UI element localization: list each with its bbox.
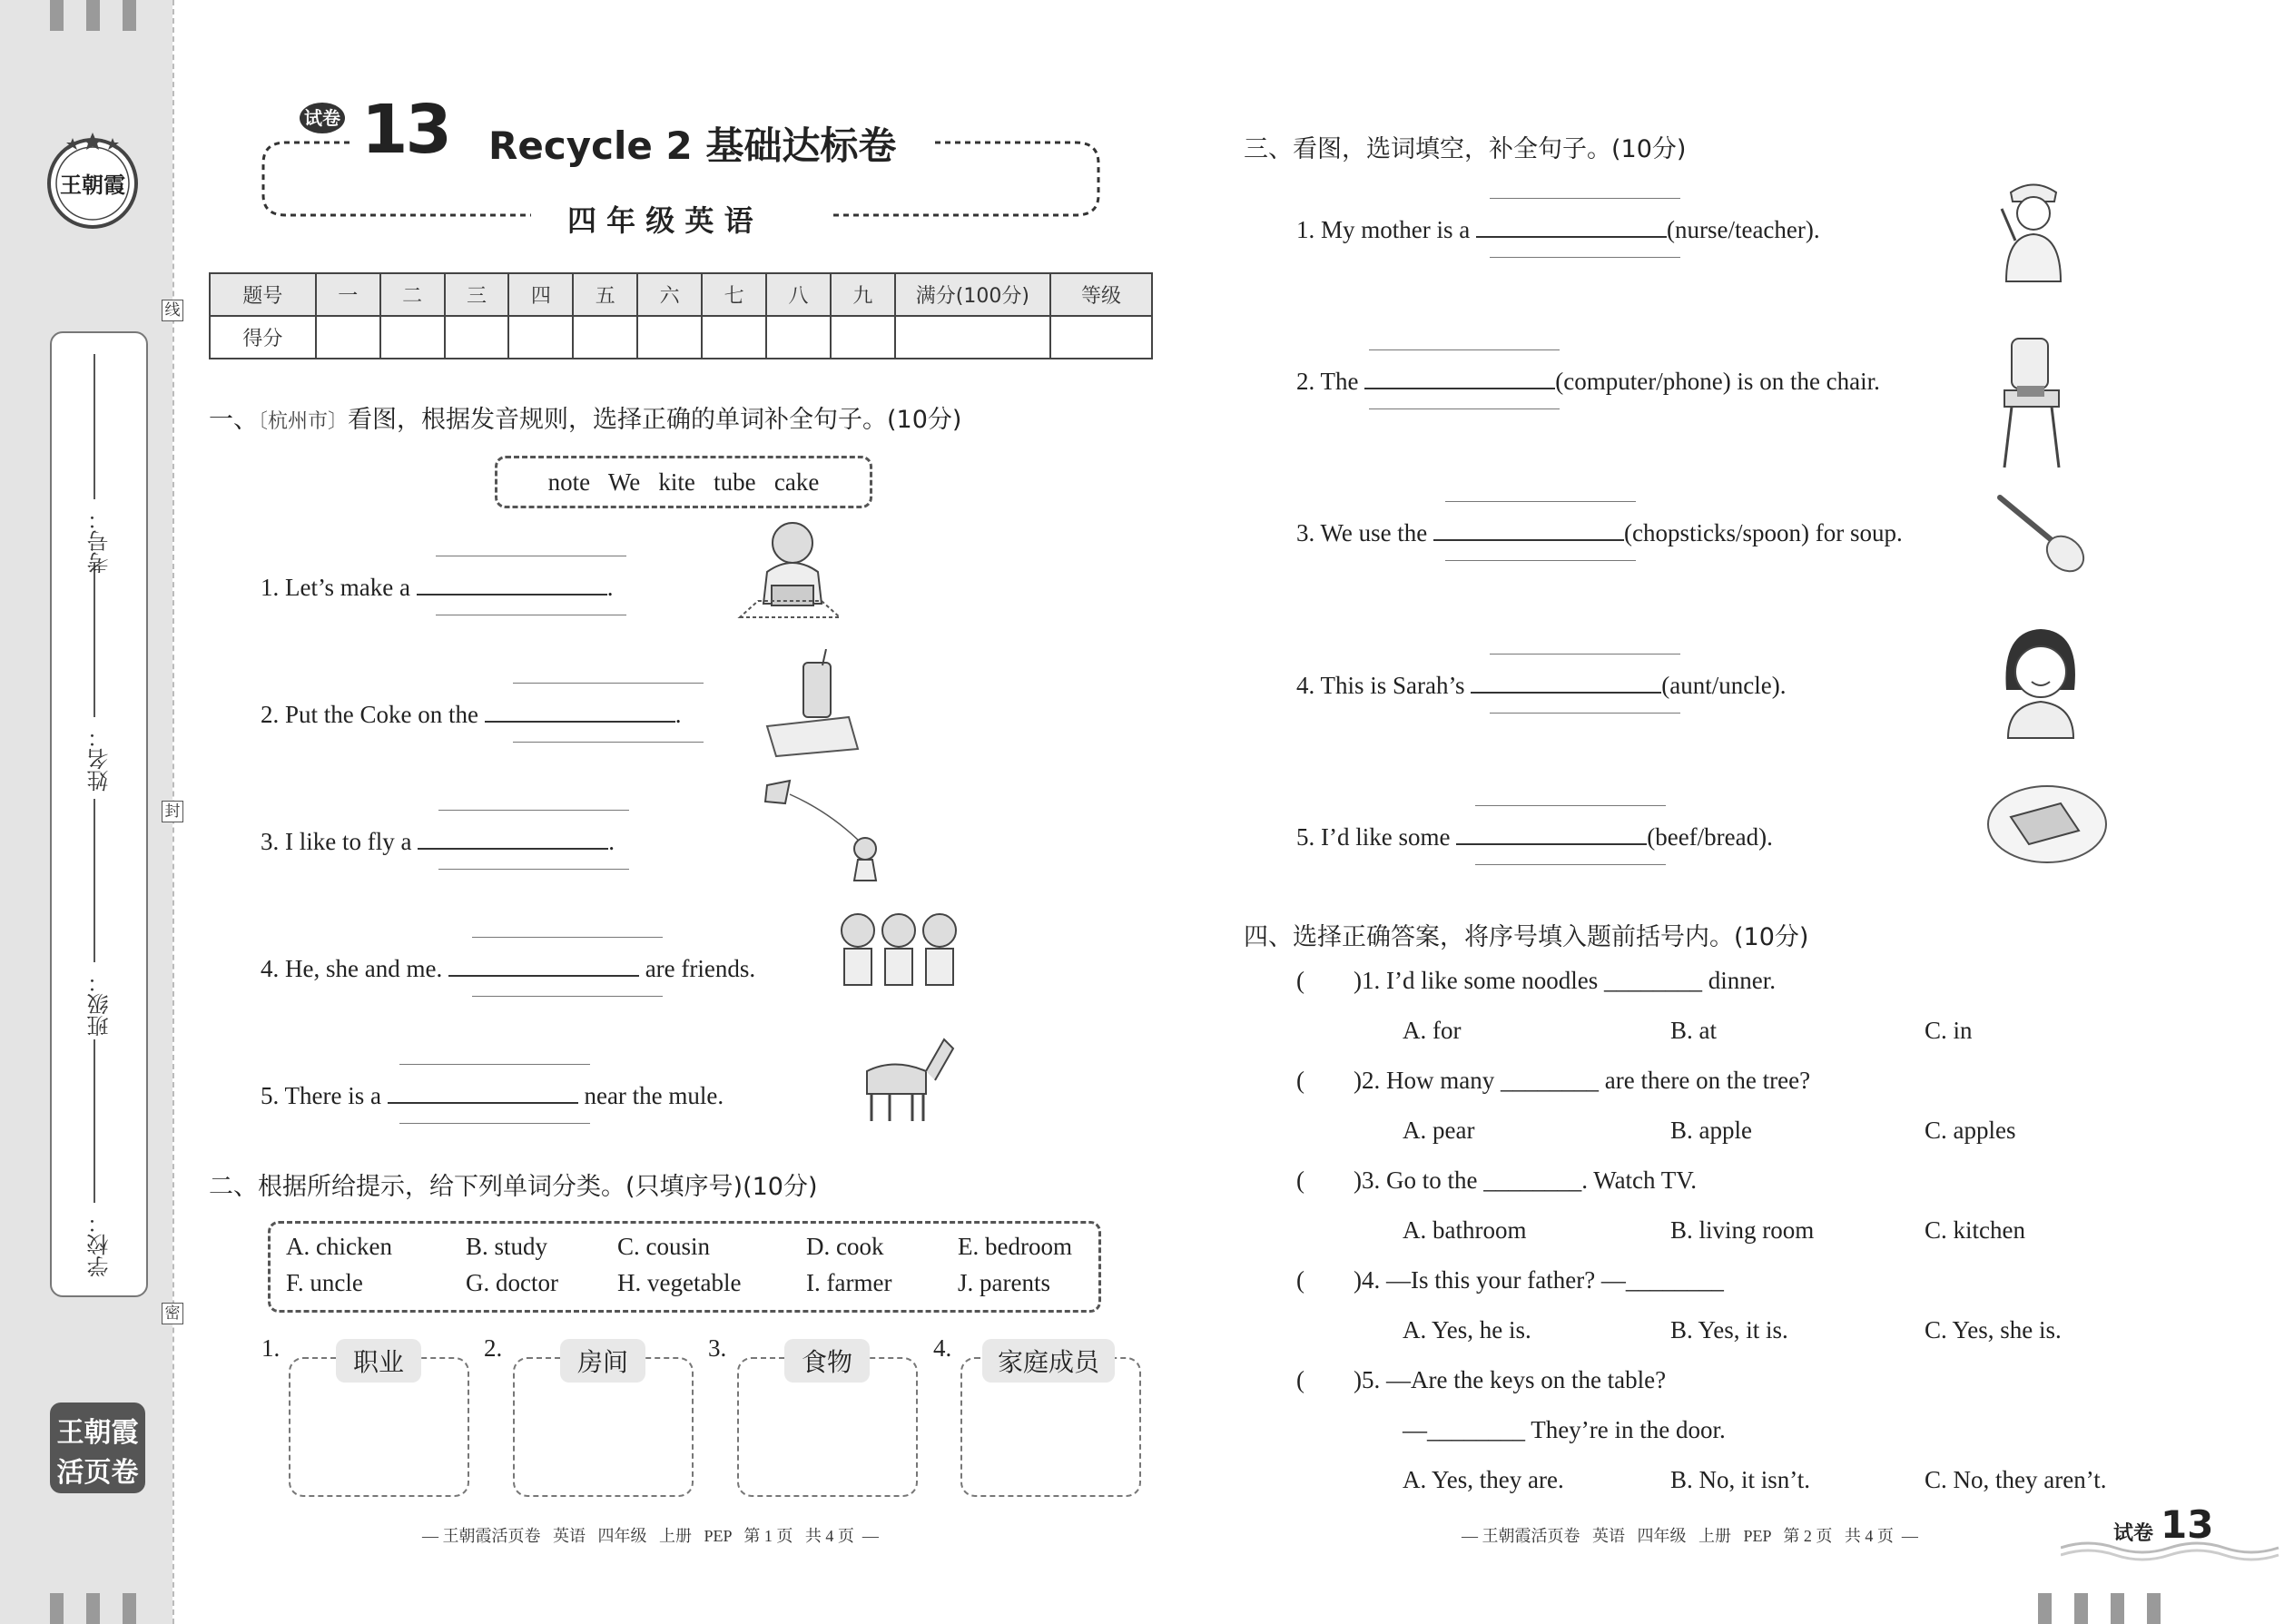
paper-title: Recycle 2 基础达标卷: [488, 123, 897, 168]
word-item: I. farmer: [806, 1269, 892, 1296]
girl-cake-illustration: [731, 517, 849, 622]
score-cell[interactable]: [316, 316, 380, 359]
answer-blank[interactable]: [1433, 539, 1624, 541]
guide-line: [472, 937, 663, 938]
class-field[interactable]: [94, 799, 95, 962]
score-cell[interactable]: [1050, 316, 1152, 359]
mc-option[interactable]: C. Yes, she is.: [1925, 1316, 2062, 1343]
guide-line: [438, 810, 629, 811]
category-num: 1.: [261, 1334, 281, 1362]
school-field[interactable]: [94, 1039, 95, 1203]
bind-char: 密: [162, 1303, 183, 1324]
binding-bar: [2074, 1593, 2088, 1624]
publisher-logo: [41, 127, 145, 231]
category-label: 职业: [336, 1339, 421, 1383]
paper-tag: 试卷: [300, 103, 345, 133]
mule-illustration: [840, 1026, 962, 1130]
chair-phone-illustration: [1995, 331, 2072, 472]
mc-option[interactable]: A. pear: [1403, 1117, 1475, 1144]
score-header: 八: [766, 273, 831, 316]
guide-line: [1445, 501, 1636, 502]
answer-blank[interactable]: [418, 848, 608, 850]
answer-blank[interactable]: [1364, 388, 1555, 389]
s1-question: 4. He, she and me. are friends.: [261, 955, 756, 982]
guide-line: [1490, 198, 1680, 199]
s1-question: 3. I like to fly a .: [261, 828, 615, 855]
word-item: B. study: [466, 1233, 548, 1260]
answer-blank[interactable]: [388, 1102, 578, 1104]
score-cell[interactable]: [702, 316, 766, 359]
score-header: 一: [316, 273, 380, 316]
beef-plate-illustration: [1984, 781, 2111, 867]
answer-paren[interactable]: ( ): [1296, 967, 1362, 994]
mc-question-stem: 3. Go to the ________. Watch TV.: [1362, 1166, 1698, 1194]
score-header: 满分(100分): [895, 273, 1050, 316]
region-tag: 〔杭州市〕: [258, 410, 349, 433]
friends-illustration: [831, 903, 967, 1008]
brand-line2: 活页卷: [56, 1457, 139, 1489]
s3-question: 1. My mother is a (nurse/teacher).: [1296, 216, 1820, 243]
guide-line: [1490, 257, 1680, 258]
mc-option[interactable]: B. living room: [1670, 1216, 1815, 1244]
word-item: D. cook: [806, 1233, 884, 1260]
binding-bar: [86, 1593, 100, 1624]
binding-bar: [86, 0, 100, 31]
word-item: A. chicken: [286, 1233, 392, 1260]
answer-paren[interactable]: ( ): [1296, 1266, 1362, 1294]
mc-option[interactable]: B. apple: [1670, 1117, 1752, 1144]
answer-blank[interactable]: [1471, 692, 1661, 694]
s3-question: 4. This is Sarah’s (aunt/uncle).: [1296, 672, 1787, 699]
guide-line: [399, 1123, 590, 1124]
category-label: 食物: [784, 1339, 870, 1383]
name-label: 姓名：: [87, 726, 113, 792]
s3-question: 2. The (computer/phone) is on the chair.: [1296, 368, 1880, 395]
name-field[interactable]: [94, 563, 95, 717]
word-item: C. cousin: [617, 1233, 711, 1260]
paper-subtitle: 四 年 级 英 语: [567, 203, 753, 238]
binding-bar: [123, 0, 136, 31]
section3-heading: 三、看图，选词填空，补全句子。(10分): [1244, 135, 1687, 163]
score-cell[interactable]: [508, 316, 573, 359]
guide-line: [513, 742, 704, 743]
binding-bar: [2038, 1593, 2052, 1624]
bind-char: 线: [162, 300, 183, 321]
mc-option[interactable]: A. for: [1403, 1017, 1462, 1044]
mc-option[interactable]: A. Yes, he is.: [1403, 1316, 1531, 1343]
word-item: J. parents: [958, 1269, 1050, 1296]
score-header: 等级: [1050, 273, 1152, 316]
answer-blank[interactable]: [485, 721, 675, 723]
answer-blank[interactable]: [1476, 236, 1667, 238]
bind-char: 封: [162, 801, 183, 822]
answer-paren[interactable]: ( ): [1296, 1166, 1362, 1194]
section4-heading: 四、选择正确答案，将序号填入题前括号内。(10分): [1244, 923, 1809, 951]
mc-question-stem: 5. —Are the keys on the table?: [1362, 1366, 1667, 1393]
mc-option[interactable]: C. apples: [1925, 1117, 2016, 1144]
guide-line: [1369, 408, 1560, 409]
page-footer-left: — 王朝霞活页卷 英语 四年级 上册 PEP 第 1 页 共 4 页 —: [422, 1527, 879, 1545]
guide-line: [1490, 713, 1680, 714]
word-item: G. doctor: [466, 1269, 558, 1296]
mc-option[interactable]: C. kitchen: [1925, 1216, 2025, 1244]
school-label: 学校：: [87, 1212, 113, 1277]
s1-question: 1. Let’s make a .: [261, 574, 614, 601]
score-header: 五: [573, 273, 637, 316]
mc-option[interactable]: C. No, they aren’t.: [1925, 1466, 2107, 1493]
score-header: 七: [702, 273, 766, 316]
binding-bar: [123, 1593, 136, 1624]
page-footer-right: — 王朝霞活页卷 英语 四年级 上册 PEP 第 2 页 共 4 页 —: [1462, 1527, 1918, 1545]
class-label: 班级：: [87, 971, 113, 1037]
kite-boy-illustration: [749, 776, 890, 885]
guide-line: [1369, 349, 1560, 350]
section2-heading: 二、根据所给提示，给下列单词分类。(只填序号)(10分): [209, 1173, 818, 1201]
answer-paren[interactable]: ( ): [1296, 1366, 1362, 1393]
nurse-illustration: [1993, 172, 2074, 286]
mc-option[interactable]: B. No, it isn’t.: [1670, 1466, 1811, 1493]
answer-blank[interactable]: [448, 975, 639, 977]
student-info-box: [50, 331, 148, 1297]
score-header: 三: [445, 273, 509, 316]
guide-line: [472, 996, 663, 997]
guide-line: [1490, 654, 1680, 655]
category-num: 2.: [484, 1334, 503, 1362]
answer-blank[interactable]: [1456, 843, 1647, 845]
guide-line: [1475, 805, 1666, 806]
paper-number: 13: [361, 91, 449, 169]
category-label: 家庭成员: [982, 1339, 1115, 1383]
binding-bar: [50, 0, 64, 31]
mc-question-stem: 2. How many ________ are there on the tree?: [1362, 1067, 1811, 1094]
svg-text:王朝霞: 王朝霞: [60, 172, 125, 198]
brand-line1: 王朝霞: [56, 1417, 139, 1449]
word-item: F. uncle: [286, 1269, 363, 1296]
guide-line: [399, 1064, 590, 1065]
score-cell[interactable]: [380, 316, 445, 359]
score-cell[interactable]: [895, 316, 1050, 359]
corner-number: 13: [2161, 1502, 2214, 1547]
word-item: E. bedroom: [958, 1233, 1072, 1260]
corner-tag: 试卷: [2113, 1522, 2154, 1545]
category-num: 4.: [933, 1334, 952, 1362]
word-item: H. vegetable: [617, 1269, 742, 1296]
score-table: [209, 272, 1153, 359]
score-header: 二: [380, 273, 445, 316]
score-row-label: 得分: [210, 316, 316, 359]
score-cell[interactable]: [831, 316, 895, 359]
binding-bar: [2147, 1593, 2161, 1624]
guide-line: [513, 683, 704, 684]
score-cell[interactable]: [766, 316, 831, 359]
coke-tube-illustration: [763, 649, 862, 758]
s1-question: 2. Put the Coke on the .: [261, 701, 682, 728]
mc-option[interactable]: A. Yes, they are.: [1403, 1466, 1564, 1493]
score-header: 六: [637, 273, 702, 316]
exam-no-field[interactable]: [94, 354, 95, 499]
guide-line: [1445, 560, 1636, 561]
score-header: 四: [508, 273, 573, 316]
s3-question: 5. I’d like some (beef/bread).: [1296, 823, 1773, 851]
mc-question-stem-2: —________ They’re in the door.: [1403, 1416, 1726, 1443]
section1-heading: 一、〔杭州市〕看图，根据发音规则，选择正确的单词补全句子。(10分): [209, 406, 962, 434]
word-bank: note We kite tube cake: [495, 456, 872, 508]
score-cell[interactable]: [445, 316, 509, 359]
binding-bar: [50, 1593, 64, 1624]
guide-line: [438, 869, 629, 870]
score-cell[interactable]: [637, 316, 702, 359]
spoon-illustration: [1993, 490, 2092, 581]
mc-question-stem: 1. I’d like some noodles ________ dinner.: [1362, 967, 1776, 994]
category-num: 3.: [708, 1334, 727, 1362]
answer-blank[interactable]: [417, 594, 607, 595]
answer-paren[interactable]: ( ): [1296, 1067, 1362, 1094]
category-label: 房间: [560, 1339, 645, 1383]
mc-option[interactable]: B. at: [1670, 1017, 1717, 1044]
mc-question-stem: 4. —Is this your father? —________: [1362, 1266, 1724, 1294]
mc-option[interactable]: C. in: [1925, 1017, 1973, 1044]
score-header: 九: [831, 273, 895, 316]
guide-line: [1475, 864, 1666, 865]
exam-no-label: 考号：: [87, 508, 113, 574]
mc-option[interactable]: A. bathroom: [1403, 1216, 1527, 1244]
s3-question: 3. We use the (chopsticks/spoon) for soup.: [1296, 519, 1903, 546]
aunt-illustration: [1997, 622, 2083, 740]
brand-badge: [50, 1403, 145, 1493]
score-header: 题号: [210, 273, 316, 316]
binding-bar: [2111, 1593, 2124, 1624]
mc-option[interactable]: B. Yes, it is.: [1670, 1316, 1788, 1343]
s1-question: 5. There is a near the mule.: [261, 1082, 724, 1109]
corner-waves: [2061, 1525, 2288, 1561]
score-cell[interactable]: [573, 316, 637, 359]
